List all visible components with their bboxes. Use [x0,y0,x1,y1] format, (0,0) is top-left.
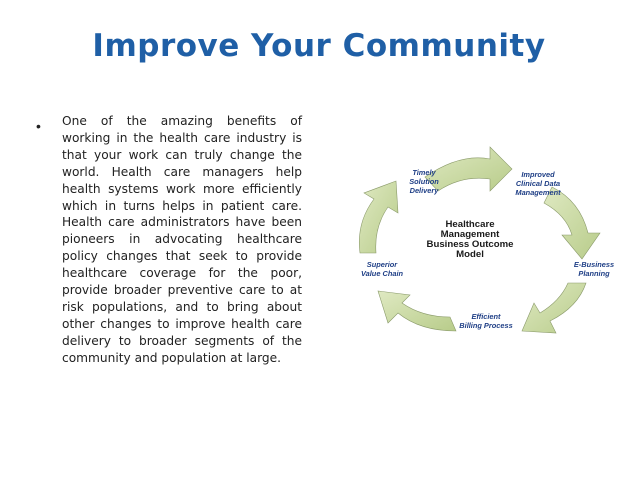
center-line-4: Model [456,249,484,260]
node-line: Planning [578,269,610,278]
node-timely-solution-delivery [409,168,439,195]
node-e-business-planning [574,260,614,278]
center-line-2: Management [440,229,500,240]
node-line: Solution [409,177,439,186]
node-line: Clinical Data [515,179,561,188]
center-line-1: Healthcare [445,219,495,230]
node-line: Superior [366,260,398,269]
arrow-right-top [544,187,600,259]
node-line: Billing Process [459,321,513,330]
arrow-right-bottom [522,283,586,333]
node-superior-value-chain [361,260,404,278]
node-line: Improved [521,170,555,179]
node-line: Timely [412,168,436,177]
node-line: Value Chain [360,269,404,278]
node-line: Efficient [471,312,501,321]
business-outcome-cycle-diagram [330,135,620,345]
node-line: E-Business [573,260,615,269]
arrow-bottom [378,291,456,331]
arrow-left [359,181,398,253]
slide-title: Improve Your Community [92,28,546,64]
node-improved-clinical-data-management [515,170,561,197]
bullet-marker: • [36,118,41,134]
node-line: Management [515,188,561,197]
center-line-3: Business Outcome [426,239,514,250]
node-efficient-billing-process [459,312,512,330]
center-label [427,219,514,260]
node-line: Delivery [409,186,439,195]
body-paragraph: One of the amazing benefits of working in the health care industry is that your work can truly change the world. Health care managers help health systems work more efficiently which in turns helps in patient care. Health care administrators have been pioneers in advocating healthcare policy changes that seek to provide healthcare coverage for the poor, provide broader preventive care to at risk populations, and to bring about other changes to improve health care delivery to broader segments of the community and population at large. [62,114,302,365]
